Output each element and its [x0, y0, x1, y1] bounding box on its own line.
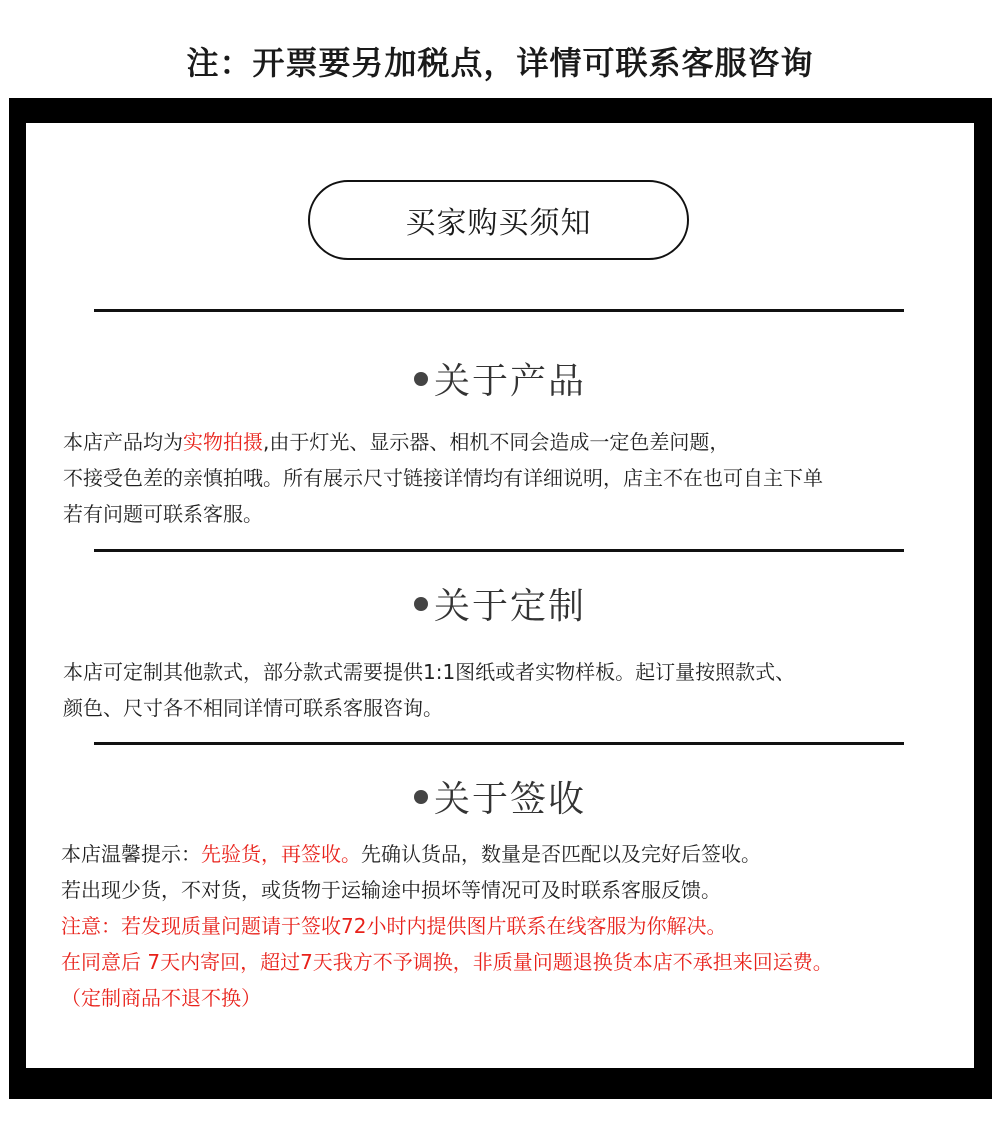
highlight-text: 实物拍摄: [183, 430, 263, 454]
divider: [94, 742, 904, 745]
top-note: 注：开票要另加税点，详情可联系客服咨询: [186, 44, 814, 82]
text-span: 本店温馨提示：: [61, 842, 201, 866]
text-line: [61, 836, 833, 872]
divider: [94, 309, 904, 312]
section-body-receipt: [61, 836, 833, 1016]
text-line: [63, 424, 823, 460]
warning-line: 在同意后 7天内寄回，超过7天我方不予调换，非质量问题退换货本店不承担来回运费。: [61, 950, 833, 974]
text-line: 颜色、尺寸各不相同详情可联系客服咨询。: [63, 696, 443, 720]
page-title-text: 买家购买须知: [405, 206, 592, 241]
highlight-text: 先验货，再签收。: [201, 842, 361, 866]
warning-line: （定制商品不退不换）: [61, 986, 261, 1010]
section-body-custom: [63, 654, 795, 726]
page-title: [308, 180, 689, 260]
section-body-product: [63, 424, 823, 532]
text-span: ,由于灯光、显示器、相机不同会造成一定色差问题，: [263, 430, 730, 454]
text-line: 若出现少货，不对货，或货物于运输途中损坏等情况可及时联系客服反馈。: [61, 878, 721, 902]
text-span: 先确认货品，数量是否匹配以及完好后签收。: [361, 842, 761, 866]
text-line: 若有问题可联系客服。: [63, 502, 263, 526]
bullet-dot-icon: [414, 597, 428, 611]
bullet-dot-icon: [414, 372, 428, 386]
bullet-dot-icon: [414, 790, 428, 804]
divider: [94, 549, 904, 552]
text-line: 本店可定制其他款式，部分款式需要提供1:1图纸或者实物样板。起订量按照款式、: [63, 660, 796, 684]
warning-line: 注意：若发现质量问题请于签收72小时内提供图片联系在线客服为你解决。: [61, 914, 727, 938]
section-heading-text: 关于产品: [433, 361, 586, 402]
section-heading-receipt: [0, 771, 1000, 822]
text-line: 不接受色差的亲慎拍哦。所有展示尺寸链接详情均有详细说明，店主不在也可自主下单: [63, 466, 823, 490]
section-heading-product: [0, 353, 1000, 404]
section-heading-text: 关于签收: [433, 779, 586, 820]
section-heading-text: 关于定制: [433, 586, 586, 627]
text-span: 本店产品均为: [63, 430, 183, 454]
section-heading-custom: [0, 578, 1000, 629]
